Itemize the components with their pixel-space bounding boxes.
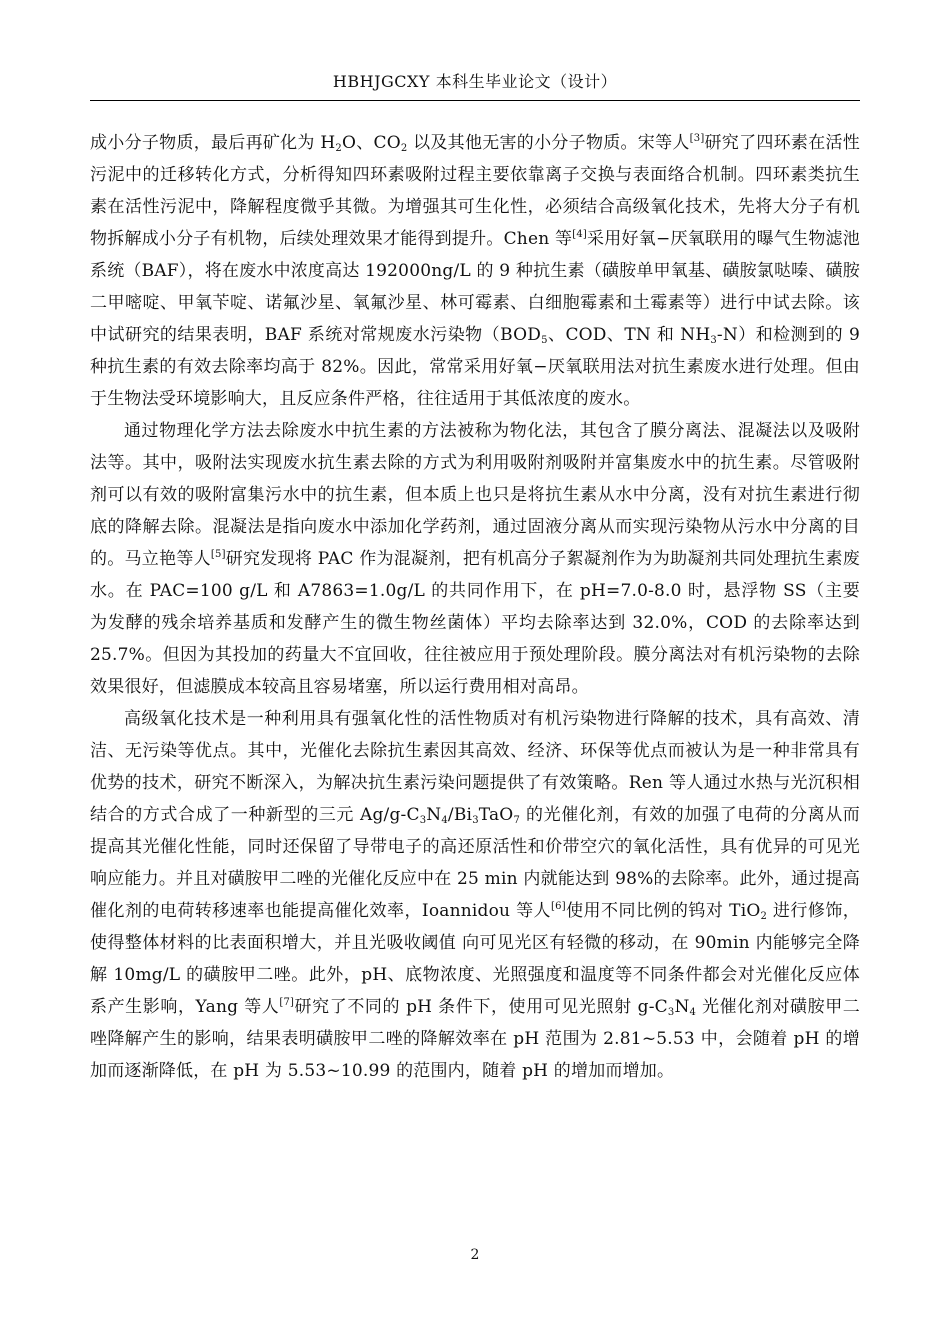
text-run: 研究发现将 PAC 作为混凝剂，把有机高分子絮凝剂作为为助凝剂共同处理抗生素废水。在 PAC=100 g/L 和 A7863=1.0g/L 的共同作用下，在 pH=7.0-8.0 时，悬浮物 SS（主要为发酵的残余培养基质和发酵产生的微生物丝菌体）平均去除率达到 32.0%，COD 的去除率达到 25.7%。但因为其投加的药量大不宜回收，往往被应用于预处理阶段。膜分离法对有机污染物的去除效果很好，但滤膜成本较高且容易堵塞，所以运行费用相对高昂。: [90, 549, 860, 697]
text-run: 研究了不同的 pH 条件下，使用可见光照射 g-C: [294, 997, 668, 1017]
subscript: 2: [400, 143, 408, 154]
citation-superscript: [4]: [572, 229, 588, 240]
subscript: 4: [689, 1007, 697, 1018]
page-number: 2: [470, 1247, 480, 1263]
citation-superscript: [3]: [689, 133, 705, 144]
subscript: 3: [472, 815, 479, 826]
subscript: 7: [513, 815, 521, 826]
header-divider: [90, 100, 860, 101]
subscript: 3: [710, 335, 717, 346]
document-body: [90, 127, 860, 1087]
citation-superscript: [5]: [210, 549, 226, 560]
text-run: 研究了四环素在活性污泥中的迁移转化方式，分析得知四环素吸附过程主要依靠离子交换与表面络合机制。四环素类抗生素在活性污泥中，降解程度微乎其微。为增强其可生化性，必须结合高级氧化技术，先将大分子有机物拆解成小分子有机物，后续处理效果才能得到提升。Chen 等: [90, 133, 860, 249]
text-run: 成小分子物质，最后再矿化为 H: [90, 133, 336, 153]
text-run: 光催化剂对磺胺甲二唑降解产生的影响，结果表明磺胺甲二唑的降解效率在 pH 范围为 2.81~5.53 中，会随着 pH 的增加而逐渐降低，在 pH 为 5.53~10.99 的范围内，随着 pH 的增加而增加。: [90, 997, 861, 1081]
text-run: 进行修饰，使得整体材料的比表面积增大，并且光吸收阈值 向可见光区有轻微的移动，在 90min 内能够完全降解 10mg/L 的磺胺甲二唑。此外，pH、底物浓度、光照强度和温度等不同条件都会对光催化反应体系产生影响，Yang 等人: [90, 901, 860, 1017]
text-run: 通过物理化学方法去除废水中抗生素的方法被称为物化法，其包含了膜分离法、混凝法以及吸附法等。其中，吸附法实现废水抗生素去除的方式为利用吸附剂吸附并富集废水中的抗生素。尽管吸附剂可以有效的吸附富集污水中的抗生素，但本质上也只是将抗生素从水中分离，没有对抗生素进行彻底的降解去除。混凝法是指向废水中添加化学药剂，通过固液分离从而实现污染物从污水中分离的目的。马立艳等人: [90, 421, 860, 569]
subscript: 2: [760, 911, 768, 922]
page-header-title: HBHJGCXY 本科生毕业论文（设计）: [332, 72, 618, 91]
subscript: 4: [441, 815, 448, 826]
subscript: 3: [667, 1007, 675, 1018]
text-run: O、CO: [341, 133, 401, 153]
text-run: 采用好氧−厌氧联用的曝气生物滤池系统（BAF），将在废水中浓度高达 192000ng/L 的 9 种抗生素（磺胺单甲氧基、磺胺氯哒嗪、磺胺二甲嘧啶、甲氧苄啶、诺氟沙星、氧氟沙星、林可霉素、白细胞霉素和土霉素等）进行中试去除。该中试研究的结果表明，BAF 系统对常规废水污染物（BOD: [90, 229, 860, 345]
text-run: -N）和检测到的 9 种抗生素的有效去除率均高于 82%。因此，常常采用好氧−厌氧联用法对抗生素废水进行处理。但由于生物法受环境影响大，且反应条件严格，往往适用于其低浓度的废水。: [90, 325, 861, 409]
paragraph-biological-treatment: [90, 127, 860, 415]
text-run: 、COD、TN 和 NH: [547, 325, 711, 345]
text-run: 以及其他无害的小分子物质。宋等人: [407, 133, 690, 153]
text-run: 高级氧化技术是一种利用具有强氧化性的活性物质对有机污染物进行降解的技术，具有高效、清洁、无污染等优点。其中，光催化去除抗生素因其高效、经济、环保等优点而被认为是一种非常具有优势的技术，研究不断深入，为解决抗生素污染问题提供了有效策略。Ren 等人通过水热与光沉积相结合的方式合成了一种新型的三元 Ag/g-C: [90, 709, 860, 825]
text-run: N: [674, 997, 690, 1017]
text-run: TaO: [478, 805, 514, 825]
text-run: 使用不同比例的钨对 TiO: [565, 901, 761, 921]
paragraph-advanced-oxidation: [90, 703, 860, 1087]
subscript: 5: [541, 335, 548, 346]
paragraph-physicochemical-treatment: [90, 415, 860, 703]
citation-superscript: [7]: [279, 997, 295, 1008]
citation-superscript: [6]: [551, 901, 566, 912]
text-run: N: [426, 805, 442, 825]
text-run: /Bi: [447, 805, 473, 825]
subscript: 2: [335, 143, 342, 154]
subscript: 3: [419, 815, 427, 826]
text-run: 的光催化剂，有效的加强了电荷的分离从而提高其光催化性能，同时还保留了导带电子的高还原活性和价带空穴的氧化活性，具有优异的可见光响应能力。并且对磺胺甲二唑的光催化反应中在 25 min 内就能达到 98%的去除率。此外，通过提高催化剂的电荷转移速率也能提高催化效率，Ioannidou 等人: [90, 805, 861, 921]
